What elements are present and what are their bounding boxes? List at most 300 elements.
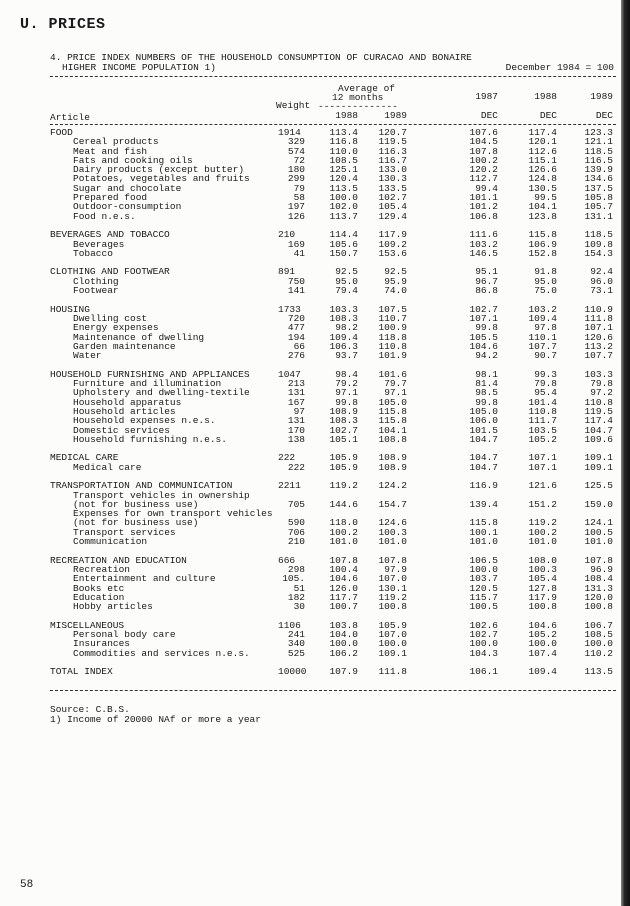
index-cell: 109.4: [528, 666, 557, 678]
index-cell: 100.0: [469, 638, 498, 650]
index-cell: 95.1: [475, 266, 498, 278]
index-cell: 104.7: [469, 433, 498, 445]
index-cell: 115.8: [528, 229, 557, 241]
index-cell: 109.2: [378, 238, 407, 250]
index-cell: 101.6: [378, 368, 407, 380]
weight-cell: 126: [287, 210, 305, 222]
article-label: Fats and cooking oils: [73, 154, 193, 166]
index-cell: 104.7: [469, 461, 498, 473]
index-cell: 98.2: [335, 322, 358, 334]
index-cell: 100.5: [584, 526, 613, 538]
index-cell: 113.2: [584, 340, 613, 352]
weight-cell: 170: [287, 424, 305, 436]
index-cell: 104.6: [329, 573, 358, 585]
index-cell: 108.5: [584, 629, 613, 641]
index-cell: 95.9: [384, 275, 407, 287]
index-cell: 159.0: [584, 498, 613, 510]
index-cell: 100.7: [329, 601, 358, 613]
index-cell: 95.4: [534, 387, 557, 399]
index-cell: 107.8: [329, 554, 358, 566]
index-cell: 110.8: [584, 396, 613, 408]
article-label: Books etc: [73, 582, 125, 594]
index-cell: 95.0: [335, 275, 358, 287]
table-row: [0, 649, 630, 658]
index-cell: 125.1: [329, 164, 358, 176]
article-label: Footwear: [73, 285, 119, 297]
index-cell: 102.6: [469, 619, 498, 631]
article-label: Garden maintenance: [73, 340, 176, 352]
index-cell: 100.3: [528, 563, 557, 575]
weight-cell: 222: [287, 461, 305, 473]
index-cell: 119.2: [329, 480, 358, 492]
index-cell: 106.2: [329, 647, 358, 659]
table-subtitle: HIGHER INCOME POPULATION 1): [62, 62, 216, 73]
index-cell: 105.9: [378, 619, 407, 631]
index-cell: 100.3: [378, 526, 407, 538]
index-cell: 105.8: [584, 192, 613, 204]
index-cell: 113.4: [329, 127, 358, 138]
index-cell: 108.8: [378, 433, 407, 445]
index-cell: 118.0: [329, 517, 358, 529]
index-cell: 91.8: [534, 266, 557, 278]
index-cell: 109.1: [584, 452, 613, 464]
index-cell: 101.1: [469, 192, 498, 204]
index-cell: 133.0: [378, 164, 407, 176]
article-label: BEVERAGES AND TOBACCO: [50, 229, 170, 241]
article-label: Education: [73, 591, 125, 603]
weight-cell: 706: [287, 526, 305, 538]
index-cell: 100.0: [528, 638, 557, 650]
article-label: Domestic services: [73, 424, 170, 436]
index-cell: 107.1: [469, 312, 498, 324]
weight-cell: 131: [287, 387, 305, 399]
article-label: TRANSPORTATION AND COMMUNICATION: [50, 480, 233, 492]
weight-cell: 72: [293, 154, 305, 166]
header-dec-1989: DEC: [595, 110, 613, 121]
index-cell: 105.4: [528, 573, 557, 585]
index-cell: 111.8: [378, 666, 407, 678]
index-cell: 106.8: [469, 210, 498, 222]
index-cell: 144.6: [329, 498, 358, 510]
index-cell: 139.4: [469, 498, 498, 510]
index-cell: 100.2: [528, 526, 557, 538]
index-cell: 101.2: [469, 201, 498, 213]
index-cell: 97.1: [335, 387, 358, 399]
article-label: HOUSING: [50, 303, 90, 315]
index-cell: 124.8: [528, 173, 557, 185]
article-label: Commodities and services n.e.s.: [73, 647, 250, 659]
article-label: (not for business use): [73, 498, 199, 510]
index-cell: 118.8: [378, 331, 407, 343]
index-cell: 130.3: [378, 173, 407, 185]
article-label: Prepared food: [73, 192, 148, 204]
index-cell: 99.8: [335, 396, 358, 408]
header-12-months: 12 months: [332, 92, 384, 103]
index-cell: 112.7: [469, 173, 498, 185]
index-cell: 100.8: [528, 601, 557, 613]
weight-cell: 1047: [278, 368, 301, 380]
index-cell: 86.8: [475, 285, 498, 297]
header-article: Article: [50, 112, 90, 123]
index-cell: 100.0: [584, 638, 613, 650]
article-label: Medical care: [73, 461, 142, 473]
index-cell: 107.9: [329, 666, 358, 678]
index-cell: 105.1: [329, 433, 358, 445]
article-label: RECREATION AND EDUCATION: [50, 554, 187, 566]
index-cell: 153.6: [378, 247, 407, 259]
index-cell: 100.0: [378, 638, 407, 650]
article-label: Recreation: [73, 563, 131, 575]
index-cell: 101.0: [378, 536, 407, 548]
index-cell: 124.2: [378, 480, 407, 492]
article-label: Maintenance of dwelling: [73, 331, 205, 343]
index-cell: 99.3: [534, 368, 557, 380]
index-cell: 102.0: [329, 201, 358, 213]
index-cell: 73.1: [590, 285, 613, 297]
index-cell: 100.8: [584, 601, 613, 613]
weight-cell: 329: [287, 136, 305, 148]
header-average: Average of: [338, 83, 396, 94]
index-cell: 110.9: [584, 303, 613, 315]
weight-cell: 97: [293, 405, 305, 417]
article-label: Household furnishing n.e.s.: [73, 433, 227, 445]
index-cell: 105.0: [378, 396, 407, 408]
index-cell: 107.6: [469, 127, 498, 138]
index-cell: 102.7: [469, 303, 498, 315]
index-cell: 107.1: [584, 322, 613, 334]
index-cell: 124.6: [378, 517, 407, 529]
index-cell: 120.2: [469, 164, 498, 176]
index-cell: 79.2: [335, 378, 358, 390]
article-label: Sugar and chocolate: [73, 182, 182, 194]
index-cell: 110.2: [584, 647, 613, 659]
index-cell: 115.8: [378, 405, 407, 417]
article-label: Cereal products: [73, 136, 159, 148]
divider: [50, 690, 616, 691]
index-cell: 130.5: [528, 182, 557, 194]
index-cell: 98.4: [335, 368, 358, 380]
index-cell: 117.4: [528, 127, 557, 138]
table-row: [0, 212, 630, 221]
index-cell: 107.8: [469, 145, 498, 157]
weight-cell: 590: [287, 517, 305, 529]
index-cell: 92.5: [384, 266, 407, 278]
index-cell: 150.7: [329, 247, 358, 259]
index-cell: 105.9: [329, 452, 358, 464]
index-cell: 105.2: [528, 433, 557, 445]
table-row: [0, 249, 630, 258]
index-cell: 96.9: [590, 563, 613, 575]
index-cell: 104.6: [469, 340, 498, 352]
weight-cell: 241: [287, 629, 305, 641]
table-row: [0, 537, 630, 546]
index-cell: 109.8: [584, 238, 613, 250]
index-cell: 96.7: [475, 275, 498, 287]
weight-cell: 210: [278, 229, 296, 241]
index-cell: 154.7: [378, 498, 407, 510]
weight-cell: 213: [287, 378, 305, 390]
page-number: 58: [20, 879, 34, 891]
weight-cell: 340: [287, 638, 305, 650]
index-cell: 79.7: [384, 378, 407, 390]
index-cell: 101.0: [469, 536, 498, 548]
index-cell: 133.5: [378, 182, 407, 194]
article-label: Household articles: [73, 405, 176, 417]
weight-cell: 167: [287, 396, 305, 408]
index-cell: 120.5: [469, 582, 498, 594]
index-cell: 74.0: [384, 285, 407, 297]
index-cell: 99.4: [475, 182, 498, 194]
weight-cell: 197: [287, 201, 305, 213]
article-label: HOUSEHOLD FURNISHING AND APPLIANCES: [50, 368, 250, 380]
weight-cell: 222: [278, 452, 296, 464]
index-cell: 97.8: [534, 322, 557, 334]
index-cell: 106.1: [469, 666, 498, 678]
index-cell: 105.7: [584, 201, 613, 213]
weight-cell: 194: [287, 331, 305, 343]
index-cell: 105.4: [378, 201, 407, 213]
index-cell: 108.4: [584, 573, 613, 585]
article-label: Water: [73, 350, 102, 362]
weight-cell: 299: [287, 173, 305, 185]
index-cell: 98.5: [475, 387, 498, 399]
index-cell: 110.1: [528, 331, 557, 343]
weight-cell: 891: [278, 266, 296, 278]
index-cell: 108.3: [329, 415, 358, 427]
index-cell: 105.9: [329, 461, 358, 473]
divider: [50, 124, 616, 125]
index-cell: 118.5: [584, 145, 613, 157]
index-cell: 106.3: [329, 340, 358, 352]
index-cell: 100.8: [378, 601, 407, 613]
index-cell: 123.8: [528, 210, 557, 222]
index-cell: 113.7: [329, 210, 358, 222]
index-cell: 116.3: [378, 145, 407, 157]
index-cell: 107.8: [378, 554, 407, 566]
index-cell: 103.5: [528, 424, 557, 436]
index-cell: 81.4: [475, 378, 498, 390]
index-cell: 101.9: [378, 350, 407, 362]
index-cell: 110.7: [378, 312, 407, 324]
article-label: (not for business use): [73, 517, 199, 529]
index-cell: 105.2: [528, 629, 557, 641]
index-cell: 115.1: [528, 154, 557, 166]
index-cell: 97.2: [590, 387, 613, 399]
article-label: TOTAL INDEX: [50, 666, 113, 678]
weight-cell: 298: [287, 563, 305, 575]
index-cell: 101.5: [469, 424, 498, 436]
index-cell: 117.7: [329, 591, 358, 603]
weight-cell: 477: [287, 322, 305, 334]
index-cell: 113.5: [329, 182, 358, 194]
index-cell: 105.5: [469, 331, 498, 343]
index-cell: 100.2: [329, 526, 358, 538]
index-cell: 100.4: [329, 563, 358, 575]
index-cell: 104.0: [329, 629, 358, 641]
table-title: 4. PRICE INDEX NUMBERS OF THE HOUSEHOLD CONSUMPTION OF CURACAO AND BONAIRE: [50, 52, 472, 63]
index-cell: 106.0: [469, 415, 498, 427]
index-cell: 107.5: [378, 303, 407, 315]
table-group-row: [0, 667, 630, 676]
weight-cell: 705: [287, 498, 305, 510]
index-cell: 100.9: [378, 322, 407, 334]
article-label: Expenses for own transport vehicles: [73, 508, 273, 520]
table-row: [0, 286, 630, 295]
header-dec-year-1988: 1988: [534, 91, 557, 102]
index-cell: 94.2: [475, 350, 498, 362]
article-label: Furniture and illumination: [73, 378, 222, 390]
article-label: Energy expenses: [73, 322, 159, 334]
index-cell: 139.9: [584, 164, 613, 176]
index-cell: 134.6: [584, 173, 613, 185]
weight-cell: 169: [287, 238, 305, 250]
table-row: [0, 463, 630, 472]
index-cell: 108.9: [378, 461, 407, 473]
index-cell: 113.5: [584, 666, 613, 678]
index-cell: 102.7: [329, 424, 358, 436]
index-cell: 116.8: [329, 136, 358, 148]
index-cell: 120.6: [584, 331, 613, 343]
index-cell: 115.7: [469, 591, 498, 603]
index-cell: 119.5: [584, 405, 613, 417]
index-cell: 105.0: [469, 405, 498, 417]
index-cell: 111.7: [528, 415, 557, 427]
weight-cell: 750: [287, 275, 305, 287]
index-cell: 75.0: [534, 285, 557, 297]
weight-cell: 10000: [278, 666, 307, 678]
index-cell: 103.8: [329, 619, 358, 631]
article-label: Potatoes, vegetables and fruits: [73, 173, 250, 185]
index-cell: 117.4: [584, 415, 613, 427]
index-cell: 103.3: [329, 303, 358, 315]
index-cell: 117.9: [528, 591, 557, 603]
price-index-table: [0, 128, 630, 677]
header-dec-year-1989: 1989: [590, 91, 613, 102]
article-label: Meat and fish: [73, 145, 148, 157]
index-cell: 100.0: [329, 638, 358, 650]
index-cell: 104.1: [528, 201, 557, 213]
header-dec-1988: DEC: [539, 110, 557, 121]
index-cell: 120.7: [378, 127, 407, 138]
index-cell: 121.6: [528, 480, 557, 492]
header-weight: Weight: [276, 100, 311, 111]
weight-cell: 2211: [278, 480, 301, 492]
index-cell: 103.2: [528, 303, 557, 315]
article-label: Transport services: [73, 526, 176, 538]
index-cell: 109.1: [378, 647, 407, 659]
weight-cell: 105.: [282, 573, 305, 585]
weight-cell: 1914: [278, 127, 301, 138]
article-label: Communication: [73, 536, 148, 548]
index-cell: 112.6: [528, 145, 557, 157]
index-cell: 98.1: [475, 368, 498, 380]
index-cell: 108.9: [378, 452, 407, 464]
weight-cell: 180: [287, 164, 305, 176]
index-cell: 126.0: [329, 582, 358, 594]
index-cell: 92.4: [590, 266, 613, 278]
article-label: Clothing: [73, 275, 119, 287]
index-cell: 106.5: [469, 554, 498, 566]
index-cell: 79.4: [335, 285, 358, 297]
header-dec-1987: DEC: [480, 110, 498, 121]
index-cell: 118.5: [584, 229, 613, 241]
article-label: Tobacco: [73, 247, 113, 259]
index-cell: 101.0: [584, 536, 613, 548]
article-label: Personal body care: [73, 629, 176, 641]
index-cell: 107.4: [528, 647, 557, 659]
index-cell: 104.7: [469, 452, 498, 464]
index-cell: 96.0: [590, 275, 613, 287]
index-cell: 100.1: [469, 526, 498, 538]
index-cell: 101.4: [528, 396, 557, 408]
index-cell: 100.2: [469, 154, 498, 166]
article-label: Insurances: [73, 638, 131, 650]
index-cell: 115.8: [469, 517, 498, 529]
index-cell: 99.8: [475, 396, 498, 408]
index-cell: 107.7: [528, 340, 557, 352]
weight-cell: 666: [278, 554, 296, 566]
index-cell: 107.1: [528, 452, 557, 464]
index-cell: 111.6: [469, 229, 498, 241]
index-cell: 127.8: [528, 582, 557, 594]
index-cell: 92.5: [335, 266, 358, 278]
divider: [50, 76, 616, 77]
index-cell: 107.8: [584, 554, 613, 566]
index-cell: 129.4: [378, 210, 407, 222]
index-cell: 146.5: [469, 247, 498, 259]
index-cell: 101.0: [528, 536, 557, 548]
index-cell: 111.8: [584, 312, 613, 324]
index-cell: 105.6: [329, 238, 358, 250]
table-row: [0, 435, 630, 444]
index-cell: 110.8: [528, 405, 557, 417]
header-dec-year-1987: 1987: [475, 91, 498, 102]
index-cell: 108.9: [329, 405, 358, 417]
index-cell: 102.7: [378, 192, 407, 204]
index-cell: 104.5: [469, 136, 498, 148]
index-cell: 119.2: [528, 517, 557, 529]
weight-cell: 210: [287, 536, 305, 548]
index-cell: 107.1: [528, 461, 557, 473]
weight-cell: 58: [293, 192, 305, 204]
index-cell: 120.1: [528, 136, 557, 148]
index-cell: 102.7: [469, 629, 498, 641]
weight-cell: 525: [287, 647, 305, 659]
footnote: 1) Income of 20000 NAf or more a year: [50, 714, 261, 725]
index-cell: 114.4: [329, 229, 358, 241]
weight-cell: 141: [287, 285, 305, 297]
index-cell: 79.8: [534, 378, 557, 390]
index-cell: 108.3: [329, 312, 358, 324]
weight-cell: 131: [287, 415, 305, 427]
index-cell: 107.7: [584, 350, 613, 362]
article-label: Dairy products (except butter): [73, 164, 245, 176]
index-cell: 120.4: [329, 173, 358, 185]
header-avg-1989: 1989: [384, 110, 407, 121]
index-cell: 110.0: [329, 145, 358, 157]
weight-cell: 138: [287, 433, 305, 445]
article-label: Hobby articles: [73, 601, 153, 613]
index-cell: 100.5: [469, 601, 498, 613]
article-label: Food n.e.s.: [73, 210, 136, 222]
article-label: CLOTHING AND FOOTWEAR: [50, 266, 170, 278]
index-cell: 131.1: [584, 210, 613, 222]
index-cell: 115.8: [378, 415, 407, 427]
source-note: Source: C.B.S.: [50, 704, 130, 715]
article-label: Outdoor-consumption: [73, 201, 182, 213]
index-cell: 107.0: [378, 573, 407, 585]
header-average-separator: --------------: [318, 101, 398, 112]
